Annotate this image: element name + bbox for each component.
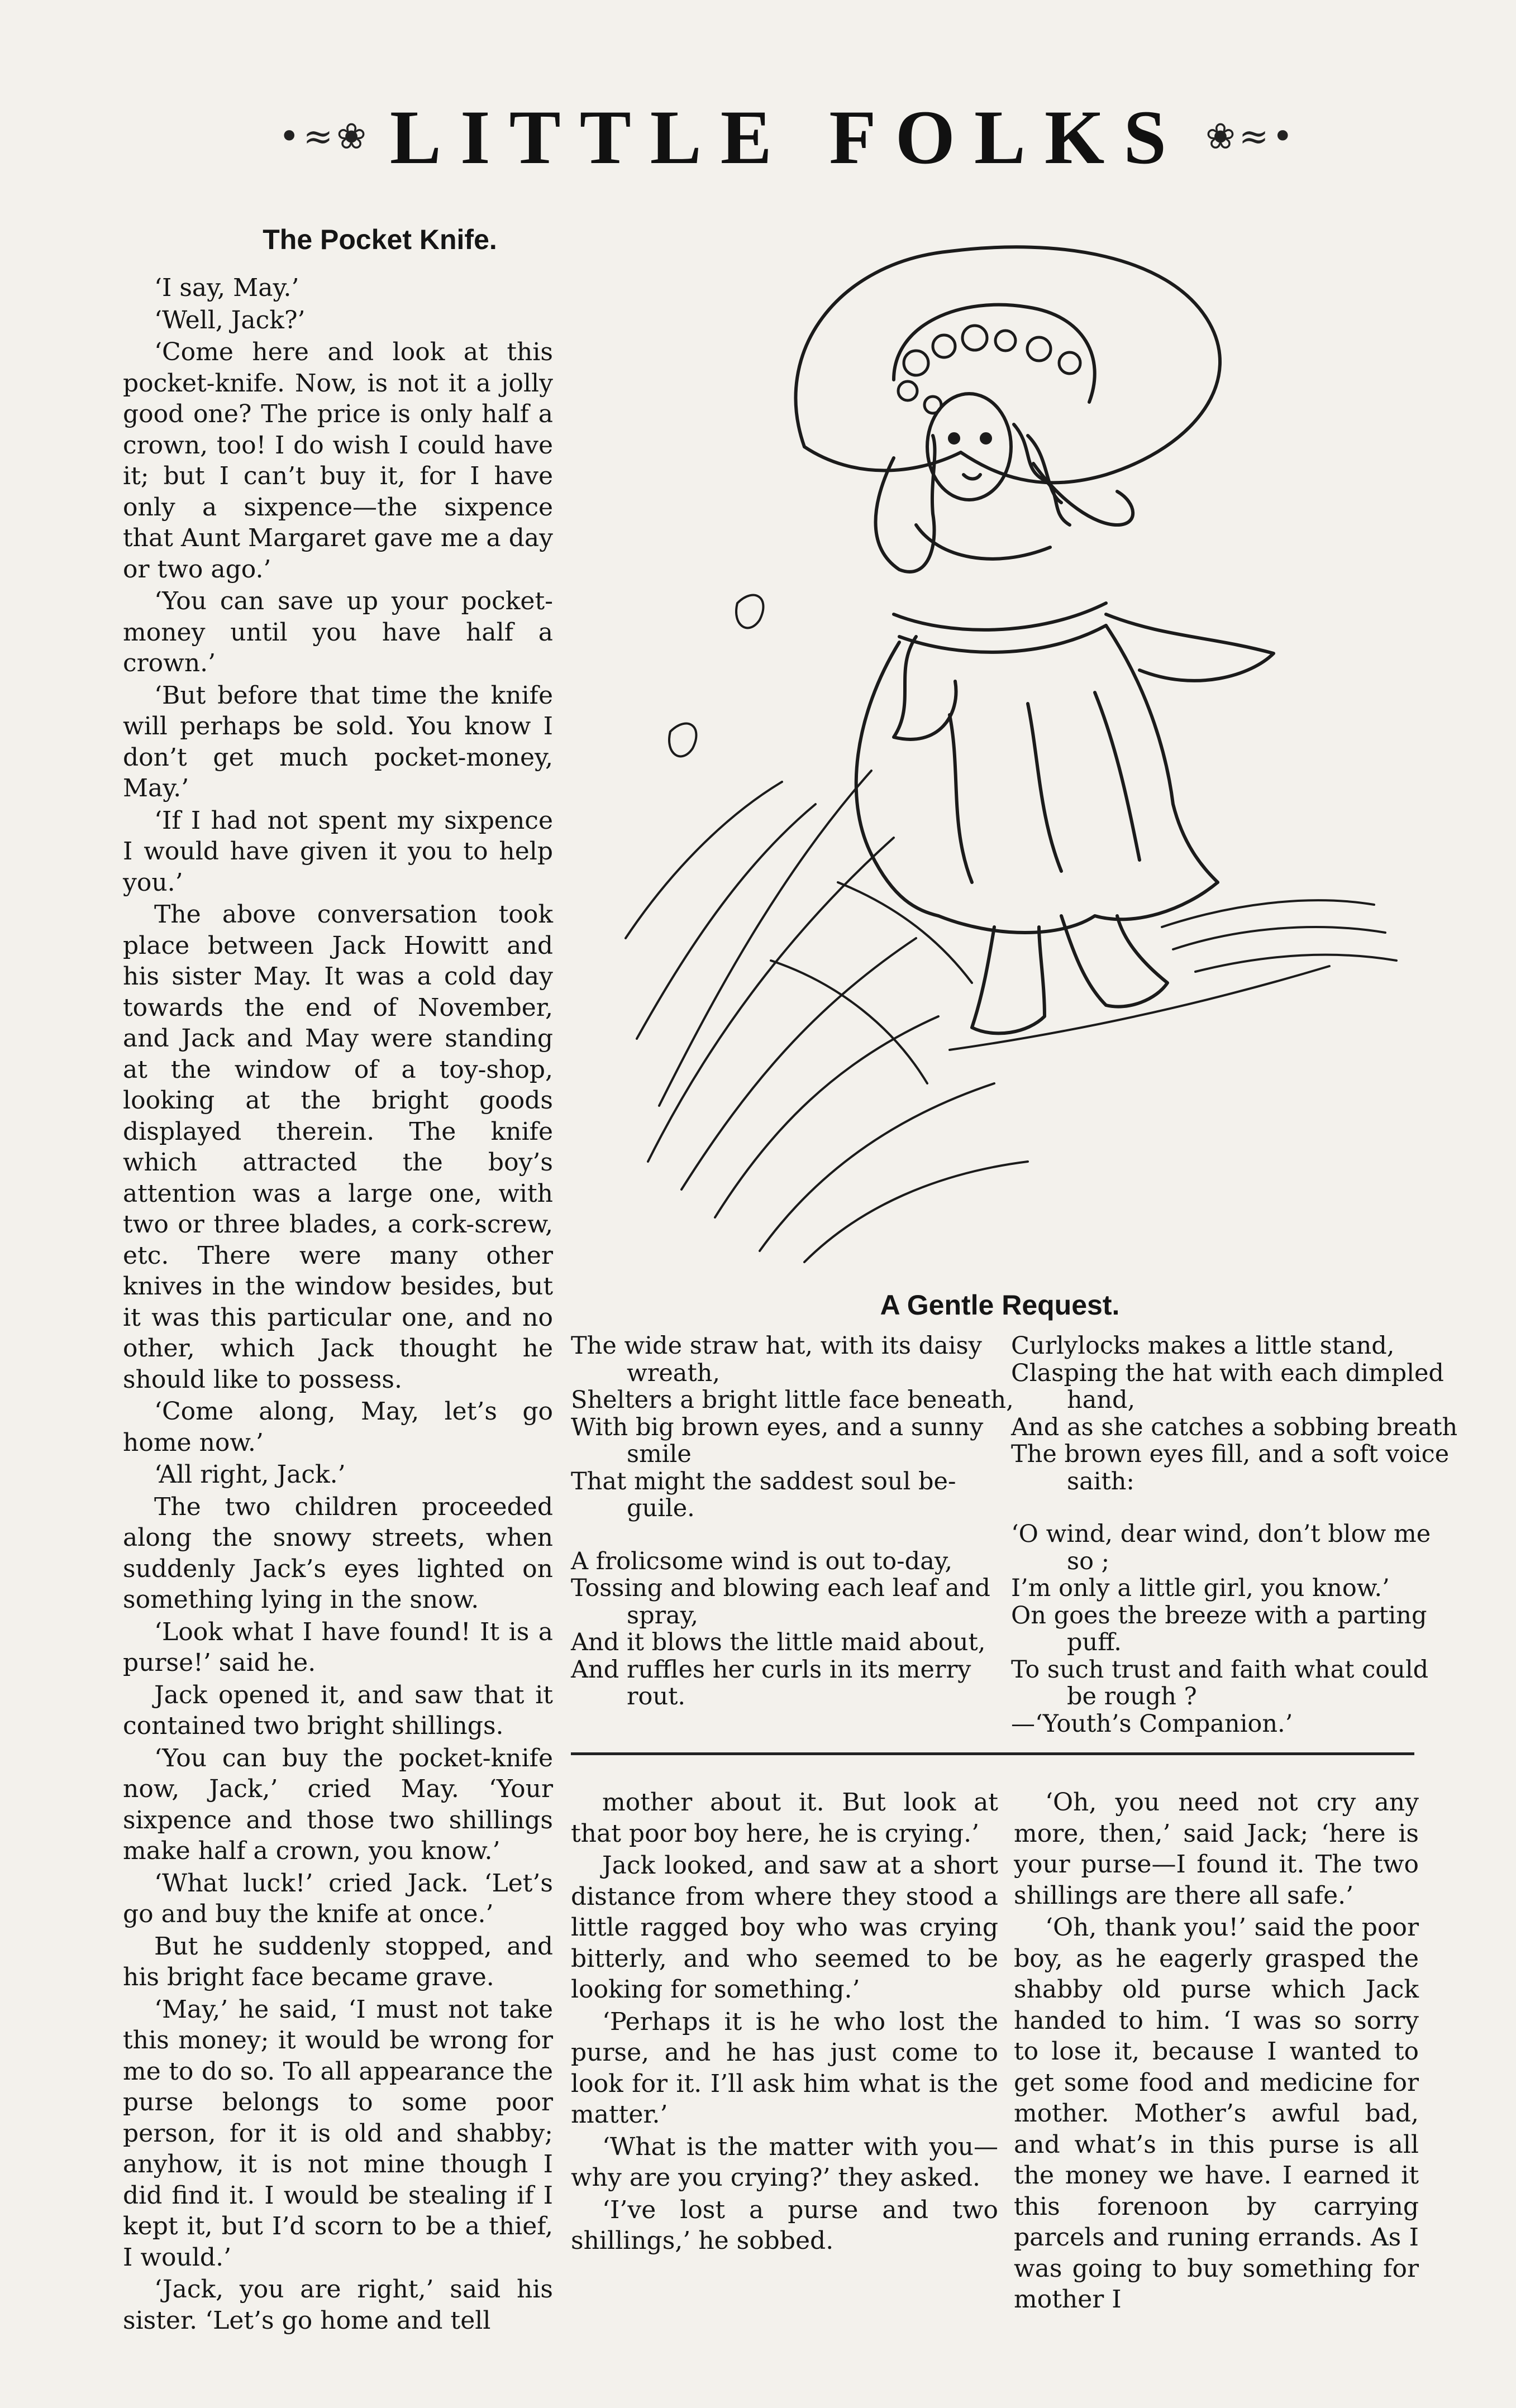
poem-line: saith: (1067, 1467, 1134, 1496)
story-paragraph: Jack opened it, and saw that it contained two bright shillings. (123, 1680, 553, 1740)
masthead (278, 94, 1297, 180)
poem-line: The wide straw hat, with its daisy (571, 1332, 982, 1360)
masthead-title: LITTLE FOLKS (389, 94, 1186, 180)
poem-line: Clasping the hat with each dimpled (1011, 1359, 1444, 1387)
poem-line: Tossing and blowing each leaf and (571, 1574, 990, 1602)
story-paragraph: ‘Jack, you are right,’ said his sister. ‘Let’s go home and tell (123, 2275, 553, 2335)
poem-line: be rough ? (1067, 1683, 1197, 1711)
poem-title: A Gentle Request. (880, 1289, 1120, 1321)
poem-line: guile. (627, 1494, 695, 1522)
story-paragraph: ‘You can buy the pocket-knife now, Jack,’ cried May. ‘Your sixpence and those two shillings make half a crown, you know.’ (123, 1743, 553, 1865)
poem-line: That might the saddest soul be- (571, 1467, 956, 1496)
poem-line: I’m only a little girl, you know.’ (1011, 1574, 1390, 1602)
poem-line: With big brown eyes, and a sunny (571, 1413, 984, 1441)
story-paragraph: mother about it. But look at that poor boy here, he is crying.’ (571, 1788, 998, 1848)
poem-line: On goes the breeze with a parting (1011, 1601, 1427, 1630)
poem-line: wreath, (627, 1359, 721, 1387)
story-paragraph: ‘I’ve lost a purse and two shillings,’ he sobbed. (571, 2195, 998, 2255)
poem-line: Shelters a bright little face beneath, (571, 1386, 1014, 1414)
story-column-1 (123, 273, 553, 2335)
story-paragraph: ‘Come here and look at this pocket-knife. Now, is not it a jolly good one? The price is only half a crown, too! I do wish I could have it; but I can’t buy it, for I have only a sixpence—the sixpence that Aunt Margaret gave me a day or two ago.’ (123, 338, 553, 584)
story-paragraph: ‘You can save up your pocket-money until you have half a crown.’ (123, 587, 553, 677)
story-paragraph: ‘But before that time the knife will perhaps be sold. You know I don’t get much pocket-money, May.’ (123, 681, 553, 802)
story-paragraph: The two children proceeded along the snowy streets, when suddenly Jack’s eyes lighted on something lying in the snow. (123, 1492, 553, 1614)
poem-line: rout. (627, 1683, 686, 1711)
story-paragraph: But he suddenly stopped, and his bright face became grave. (123, 1932, 553, 1991)
ornament-right-icon: ❀≈• (1205, 116, 1297, 157)
poem-line: And as she catches a sobbing breath (1011, 1413, 1458, 1441)
story-paragraph: ‘Look what I have found! It is a purse!’ said he. (123, 1617, 553, 1677)
story-paragraph: Jack looked, and saw at a short distance from where they stood a little ragged boy who was crying bitterly, and who seemed to be looking for something.’ (571, 1851, 998, 2004)
poem-line: puff. (1067, 1628, 1122, 1656)
poem-credit: —‘Youth’s Companion.’ (1011, 1709, 1293, 1738)
ornament-left-icon: •≈❀ (278, 116, 370, 157)
story-paragraph: ‘What luck!’ cried Jack. ‘Let’s go and buy the knife at once.’ (123, 1869, 553, 1928)
poem-column-left (571, 1332, 1014, 1736)
poem-line: ‘O wind, dear wind, don’t blow me (1011, 1520, 1431, 1548)
story-column-2 (571, 1787, 998, 2290)
story-paragraph: ‘If I had not spent my sixpence I would have given it you to help you.’ (123, 806, 553, 897)
poem-line: A frolicsome wind is out to-day, (571, 1547, 953, 1575)
poem-line: To such trust and faith what could (1011, 1655, 1429, 1684)
poem-line: The brown eyes fill, and a soft voice (1011, 1440, 1450, 1468)
poem-line: hand, (1067, 1386, 1136, 1414)
poem-line: spray, (627, 1601, 699, 1630)
story-paragraph: ‘May,’ he said, ‘I must not take this money; it would be wrong for me to do so. To all appearance the purse belongs to some poor person, for it is old and shabby; anyhow, it is not mine though I did find it. I would be stealing if I kept it, but I’d scorn to be a thief, I would.’ (123, 1995, 553, 2272)
story-title: The Pocket Knife. (263, 224, 497, 255)
poem-line: so ; (1067, 1547, 1110, 1575)
story-paragraph: ‘What is the matter with you—why are you crying?’ they asked. (571, 2132, 998, 2192)
poem-line: smile (627, 1440, 692, 1468)
story-paragraph: ‘Come along, May, let’s go home now.’ (123, 1397, 553, 1457)
poem-line: Curlylocks makes a little stand, (1011, 1332, 1395, 1360)
poem-line: And it blows the little maid about, (571, 1628, 986, 1656)
story-paragraph: ‘I say, May.’ (154, 274, 299, 302)
story-paragraph: ‘Oh, you need not cry any more, then,’ said Jack; ‘here is your purse—I found it. The two shillings are there all safe.’ (1014, 1788, 1419, 1910)
poem-stanza (571, 1548, 1007, 1711)
section-divider (571, 1752, 1414, 1755)
girl-in-wind-illustration-icon (603, 212, 1430, 1284)
story-paragraph: ‘Well, Jack?’ (154, 305, 306, 335)
poem-column-right (1011, 1332, 1458, 1738)
story-paragraph: The above conversation took place between Jack Howitt and his sister May. It was a cold day towards the end of November, and Jack and May were standing at the window of a toy-shop, looking at the bright goods displayed therein. The knife which attracted the boy’s attention was a large one, with two or three blades, a cork-screw, etc. There were many other knives in the window besides, but it was this particular one, and no other, which Jack thought he should like to possess. (123, 900, 553, 1394)
story-column-3 (1014, 1787, 1419, 2314)
poem-stanza (1011, 1520, 1431, 1711)
story-paragraph: ‘Oh, thank you!’ said the poor boy, as he eagerly grasped the shabby old purse which Jack handed to him. ‘I was so sorry to lose it, because I wanted to get some food and medicine for mother. Mother’s awful bad, and what’s in this purse is all the money we have. I earned it this forenoon by carrying parcels and runing errands. As I was going to buy something for mother I (1014, 1913, 1419, 2314)
poem-line: And ruffles her curls in its merry (571, 1655, 971, 1684)
poem-stanza (571, 1332, 1014, 1522)
story-paragraph: ‘All right, Jack.’ (154, 1460, 346, 1489)
story-paragraph: ‘Perhaps it is he who lost the purse, and he has just come to look for it. I’ll ask him what is the matter.’ (571, 2007, 998, 2129)
poem-stanza (1011, 1332, 1458, 1496)
